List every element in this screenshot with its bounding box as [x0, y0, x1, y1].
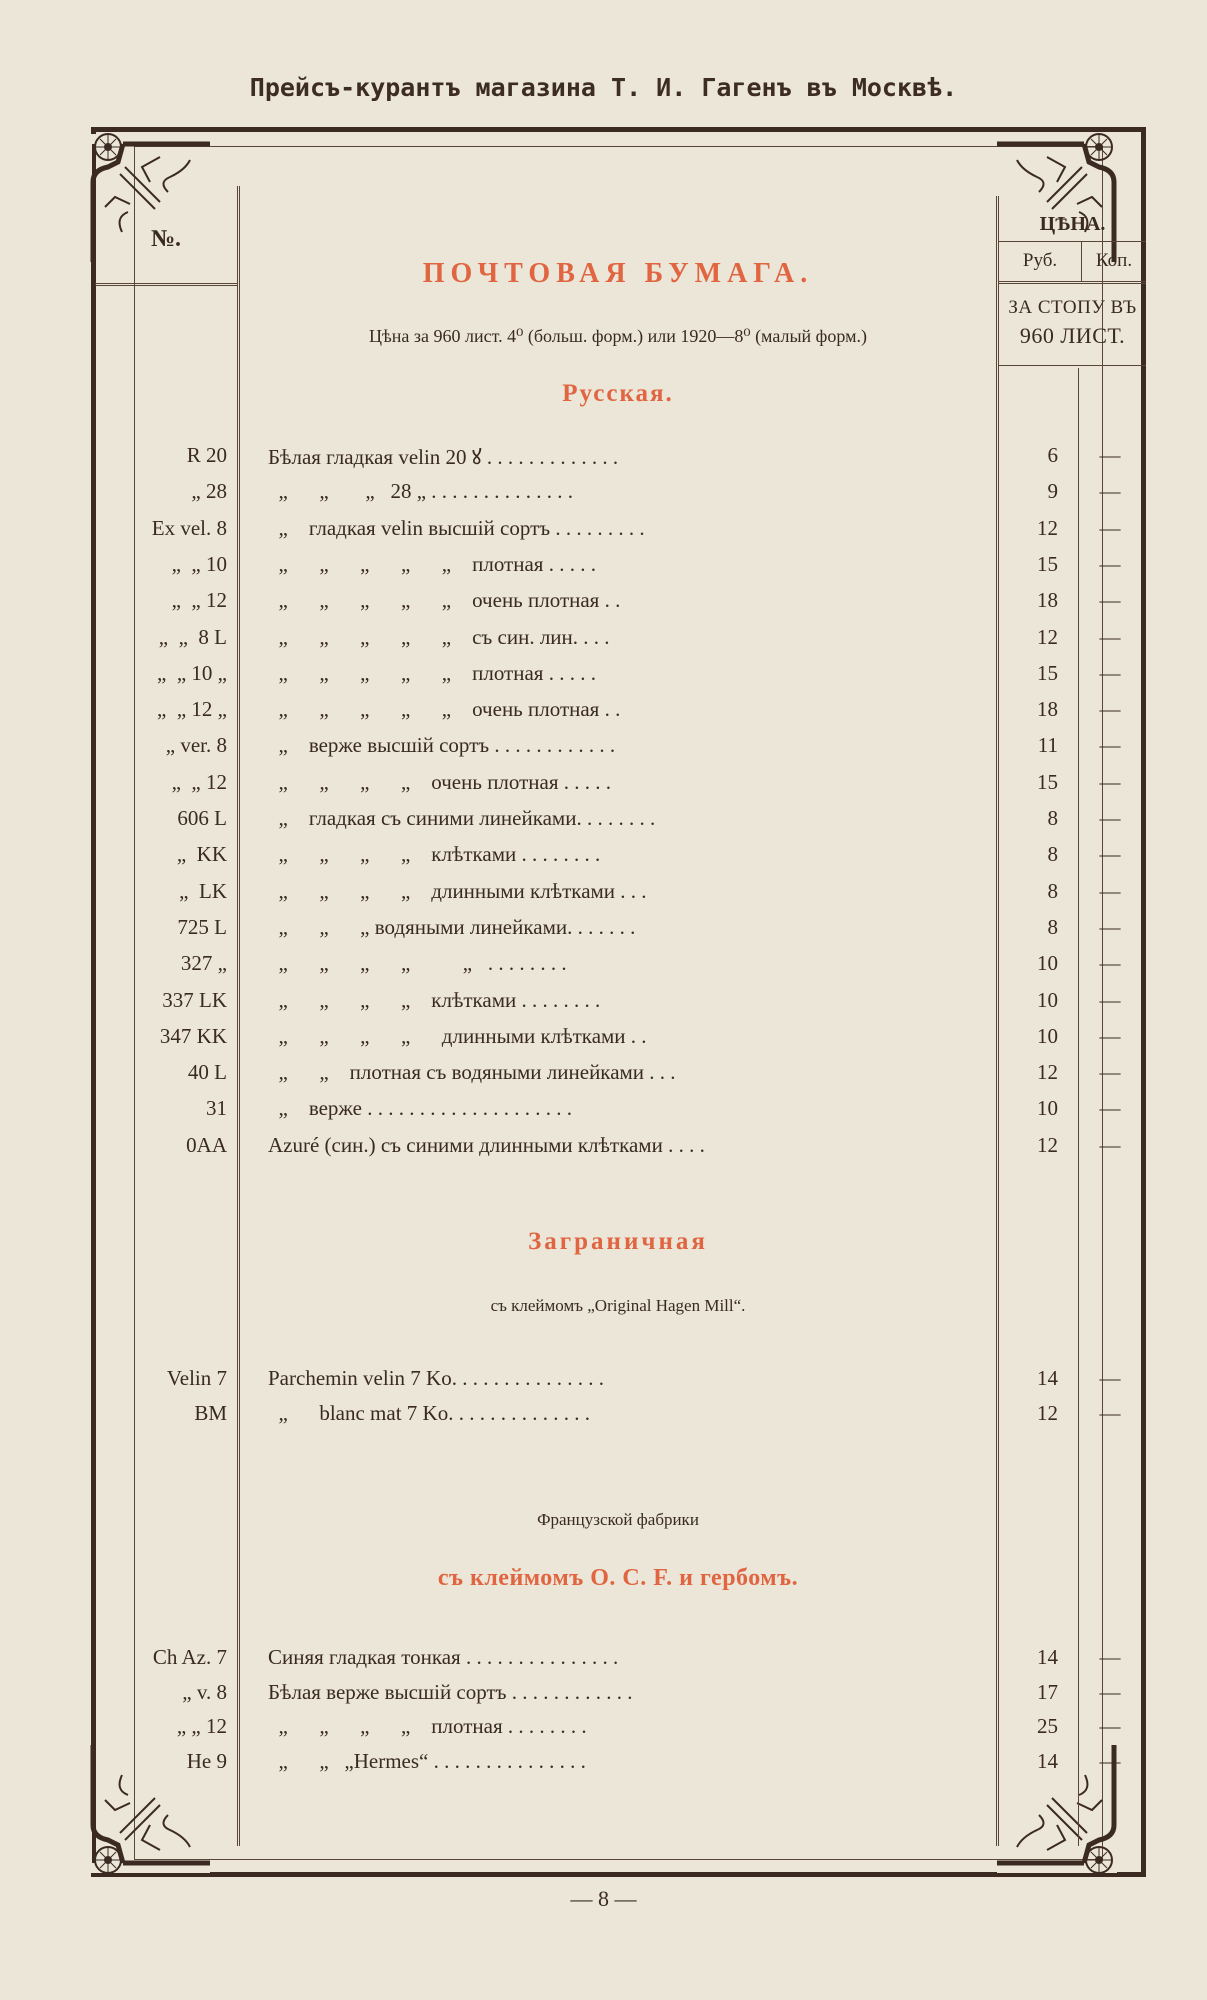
table-row [0, 1096, 1207, 1130]
table-row [0, 479, 1207, 513]
item-description: „ „ „ „ клѣтками . . . . . . . . [268, 987, 601, 1012]
table-row [0, 1024, 1207, 1058]
price-kop: — [1099, 878, 1121, 903]
item-number: 31 [206, 1096, 227, 1121]
item-number: 337 LK [162, 987, 227, 1012]
item-number: Velin 7 [166, 1366, 227, 1390]
item-number: 40 L [187, 1060, 227, 1085]
price-kop: — [1099, 1400, 1121, 1425]
table-row [0, 1133, 1207, 1167]
table-row [0, 1366, 1207, 1400]
table-row [0, 552, 1207, 586]
table-row [0, 1060, 1207, 1094]
table-row [0, 443, 1207, 477]
item-description: „ „ „ „ очень плотная . . . . . [268, 769, 612, 794]
price-rub: 8 [1047, 878, 1058, 903]
section-heading-ocf: съ клеймомъ О. С. F. и гербомъ. [437, 1565, 799, 1591]
item-number: He 9 [186, 1748, 227, 1773]
price-kop: — [1099, 479, 1121, 504]
price-kop: — [1099, 951, 1121, 976]
price-kop: — [1099, 806, 1121, 830]
price-kop: — [1099, 1714, 1121, 1738]
table-row [0, 1401, 1207, 1435]
table-row [0, 625, 1207, 659]
kop-label: Коп. [1095, 250, 1133, 271]
table-row [0, 915, 1207, 949]
item-description: „ blanc mat 7 Ko. . . . . . . . . . . . . . [268, 1400, 590, 1425]
item-description: „ „ „ „ „ плотная . . . . . [268, 660, 596, 685]
item-number: „ „ 12 [176, 1714, 227, 1738]
item-number: „ „ 10 „ [157, 660, 227, 685]
item-description: Бѣлая верже высшій сортъ . . . . . . . . . . . . [268, 1679, 633, 1704]
item-number: 347 KK [159, 1023, 227, 1048]
item-description: Синяя гладкая тонкая . . . . . . . . . . . . . . . [268, 1645, 619, 1669]
section-heading-foreign: Заграничная [528, 1228, 708, 1255]
price-kop: — [1099, 1748, 1121, 1773]
running-head: Прейсъ-курантъ магазина Т. И. Гагенъ въ Москвѣ. [249, 73, 958, 102]
price-rub: 8 [1047, 842, 1058, 867]
item-number: BM [194, 1400, 227, 1425]
table-row [0, 806, 1207, 840]
price-rub: 12 [1037, 1132, 1058, 1157]
item-number: 0AA [186, 1132, 227, 1157]
price-rub: 10 [1037, 987, 1058, 1012]
price-rub: 14 [1037, 1366, 1058, 1390]
item-description: „ „ „ „ „ съ син. лин. . . . [268, 624, 610, 649]
price-rub: 8 [1047, 914, 1058, 939]
table-row [0, 879, 1207, 913]
item-number: „ LK [179, 878, 227, 903]
item-description: „ „ „ „ „ очень плотная . . [268, 697, 621, 722]
price-kop: — [1099, 769, 1121, 794]
price-kop: — [1099, 1023, 1121, 1048]
price-kop: — [1099, 733, 1121, 758]
price-rub: 12 [1037, 1060, 1058, 1085]
item-description: „ „ „ „ клѣтками . . . . . . . . [268, 842, 601, 867]
price-kop: — [1099, 697, 1121, 722]
price-rub: 12 [1037, 1400, 1058, 1425]
item-number: Ex vel. 8 [151, 515, 227, 540]
price-note-line2: 960 ЛИСТ. [1019, 323, 1126, 348]
item-number: 606 L [177, 806, 227, 830]
number-column-header [95, 186, 237, 286]
table-row [0, 733, 1207, 767]
item-description: „ „ „ 28 „ . . . . . . . . . . . . . . [268, 479, 574, 504]
section-note-french-factory: Французской фабрики [537, 1510, 699, 1529]
price-rub: 9 [1047, 479, 1058, 504]
price-kop: — [1099, 1132, 1121, 1157]
price-rub: 8 [1047, 806, 1058, 830]
table-row [0, 842, 1207, 876]
price-rub: 18 [1037, 697, 1058, 722]
item-number: „ ver. 8 [165, 733, 227, 758]
price-rub: 10 [1037, 951, 1058, 976]
price-rub: 12 [1037, 515, 1058, 540]
table-row [0, 661, 1207, 695]
item-description: Parchemin velin 7 Ko. . . . . . . . . . . . . . . [268, 1366, 604, 1390]
item-number: „ „ 12 „ [157, 697, 227, 722]
item-number: „ „ 12 [171, 588, 227, 613]
table-row [0, 697, 1207, 731]
table-row [0, 951, 1207, 985]
price-rub: 15 [1037, 551, 1058, 576]
item-description: Azuré (син.) съ синими длинными клѣтками . . . . [268, 1132, 705, 1157]
price-kop: — [1099, 1645, 1121, 1669]
item-number: „ „ 10 [171, 551, 227, 576]
price-rub: 15 [1037, 660, 1058, 685]
price-kop: — [1099, 987, 1121, 1012]
table-row [0, 770, 1207, 804]
price-rub: 12 [1037, 624, 1058, 649]
price-kop: — [1099, 1060, 1121, 1085]
item-description: „ „ „ „ плотная . . . . . . . . [268, 1714, 587, 1738]
table-row [0, 588, 1207, 622]
price-note-line1: ЗА СТОПУ ВЪ [1008, 297, 1137, 318]
price-kop: — [1099, 1679, 1121, 1704]
price-kop: — [1099, 624, 1121, 649]
item-description: „ „ плотная съ водяными линейками . . . [268, 1060, 676, 1085]
price-kop: — [1099, 1096, 1121, 1121]
table-row [0, 1714, 1207, 1748]
price-rub: 18 [1037, 588, 1058, 613]
item-number: R 20 [186, 443, 227, 467]
table-row [0, 988, 1207, 1022]
page-number: — 8 — [570, 1886, 637, 1911]
price-rub: 14 [1037, 1645, 1058, 1669]
item-description: „ „ „ „ „ . . . . . . . . [268, 951, 567, 976]
item-description: „ верже . . . . . . . . . . . . . . . . . . . . [268, 1096, 572, 1121]
item-description: „ „ „ „ длинными клѣтками . . . [268, 878, 647, 903]
item-number: 725 L [177, 914, 227, 939]
price-kop: — [1099, 515, 1121, 540]
price-kop: — [1099, 551, 1121, 576]
price-rub: 25 [1037, 1714, 1058, 1738]
price-basis-note: Цѣна за 960 лист. 4⁰ (больш. форм.) или 1920—8⁰ (малый форм.) [369, 326, 867, 346]
price-units-row [999, 242, 1146, 284]
item-description: „ верже высшій сортъ . . . . . . . . . . . . [268, 733, 616, 758]
table-row [0, 1645, 1207, 1679]
item-number: Ch Az. 7 [152, 1645, 227, 1669]
item-description: „ гладкая velin высшій сортъ . . . . . . . . . [268, 515, 645, 540]
table-row [0, 516, 1207, 550]
price-kop: — [1099, 914, 1121, 939]
table-row [0, 1749, 1207, 1783]
item-number: „ „ 12 [171, 769, 227, 794]
price-kop: — [1099, 660, 1121, 685]
section-note-hagen-mill: съ клеймомъ „Original Hagen Mill“. [490, 1296, 746, 1315]
price-kop: — [1099, 443, 1121, 467]
price-kop: — [1099, 842, 1121, 867]
price-rub: 6 [1047, 443, 1058, 467]
price-rub: 10 [1037, 1096, 1058, 1121]
item-description: „ „ „Hermes“ . . . . . . . . . . . . . . . [268, 1748, 586, 1773]
item-number: „ KK [176, 842, 227, 867]
price-kop: — [1099, 588, 1121, 613]
price-header: ЦѢНА. [999, 196, 1146, 242]
price-rub: 14 [1037, 1748, 1058, 1773]
item-description: „ гладкая съ синими линейками. . . . . . . . [268, 806, 656, 830]
number-header-label: №. [150, 226, 182, 252]
price-rub: 17 [1037, 1679, 1058, 1704]
section-heading-russian: Русская. [562, 380, 674, 407]
rub-label: Руб. [999, 242, 1082, 281]
item-number: „ „ 8 L [158, 624, 227, 649]
price-rub: 11 [1037, 733, 1058, 758]
item-number: „ 28 [191, 479, 227, 504]
item-number: „ v. 8 [182, 1679, 227, 1704]
item-description: Бѣлая гладкая velin 20 ꙋ . . . . . . . . . . . . . [268, 445, 619, 469]
price-rub: 15 [1037, 769, 1058, 794]
page-title: ПОЧТОВАЯ БУМАГА. [422, 258, 814, 289]
table-row [0, 1680, 1207, 1714]
item-description: „ „ „ „ „ очень плотная . . [268, 588, 621, 613]
item-description: „ „ „ „ длинными клѣтками . . [268, 1023, 647, 1048]
item-description: „ „ „ водяными линейками. . . . . . . [268, 914, 636, 939]
price-note [999, 284, 1146, 366]
price-rub: 10 [1037, 1023, 1058, 1048]
item-description: „ „ „ „ „ плотная . . . . . [268, 551, 596, 576]
price-kop: — [1099, 1366, 1121, 1390]
item-number: 327 „ [180, 951, 227, 976]
